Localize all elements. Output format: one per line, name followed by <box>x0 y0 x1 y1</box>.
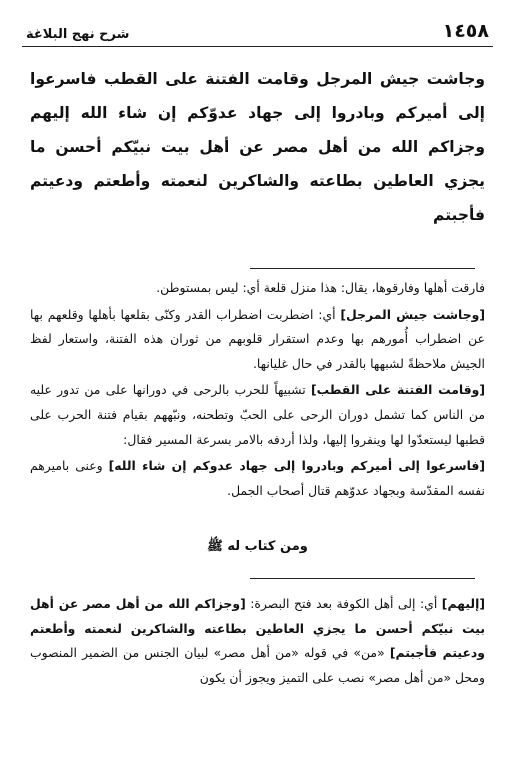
main-text: وجاشت جيش المرجل وقامت الفتنة على القطب فاسرعوا إلى أميركم وبادروا إلى جهاد عدوّكم إن شاء الله إليهم وجزاكم الله من أهل مصر عن أهل بيت نبيّكم أحسن ما يجزي العاطين بطاعته والشاكرين لنعمته وأطعتم ودعيتم فأجبتم <box>30 70 485 224</box>
page-header <box>26 16 489 42</box>
letter-commentary <box>30 592 485 690</box>
book-title: شرح نهج البلاغة <box>26 27 130 42</box>
commentary <box>30 276 485 505</box>
commentary-paragraph <box>30 276 485 301</box>
section-heading: ومن كتاب له ﷺ <box>207 539 308 554</box>
quoted-phrase: [وجاشت جيش المرجل] <box>340 306 485 322</box>
commentary-text: وعنى باميرهم نفسه المقدّسة وبجهاد عدوّهم قتال أصحاب الجمل. <box>30 458 485 498</box>
quoted-phrase: [فاسرعوا إلى أميركم وبادروا إلى جهاد عدوكم إن شاء الله] <box>108 458 486 474</box>
quoted-phrase: [وقامت الفتنة على القطب] <box>310 382 485 398</box>
quoted-phrase: [وجزاكم الله من أهل مصر عن أهل بيت نبيّكم أحسن ما يجزي العاطين بطاعته والشاكرين لنعمته وأطعتم ودعيتم فأجبتم] <box>30 596 485 661</box>
commentary-text: «من» في قوله «من أهل مصر» لبيان الجنس من الضمير المنصوب ومحل «من أهل مصر» نصب على التميز ويجوز أن يكون <box>30 645 485 685</box>
commentary-paragraph <box>30 378 485 452</box>
commentary-text: أي: اضطربت اضطراب القدر وكنّى بقلعها بأهلها وقلعهم بها عن اضطراب أُمورهم بها وعدم استقرار قلوبهم من ثوران هذه الفتنة، واستعار لفظ الجيش ملاحظةً لشبهها بالقدر في حال غليانها. <box>30 306 485 371</box>
commentary-paragraph <box>30 303 485 377</box>
header-divider <box>22 46 493 47</box>
commentary-divider <box>250 268 475 269</box>
commentary-paragraph <box>30 454 485 503</box>
commentary-text: فارقت أهلها وفارقوها، يقال: هذا منزل قلعة أي: ليس بمستوطن. <box>156 280 485 295</box>
letter-divider <box>250 578 475 579</box>
quoted-phrase: [إليهم] <box>441 596 485 611</box>
commentary-text: تشبيهاً للحرب بالرحى في دورانها على من تدور عليه من الناس كما تشمل دوران الرحى على الحبّ وتطحنه، ونبّههم بقيام فتنة الحرب على قطبها ليستعدّوا لها وينفروا إليها، ولذا أردفه بالامر بسرعة المسير فقال: <box>30 382 485 447</box>
page-number: ١٤٥٨ <box>442 20 489 42</box>
commentary-text: أي: إلى أهل الكوفة بعد فتح البصرة: <box>245 596 442 611</box>
